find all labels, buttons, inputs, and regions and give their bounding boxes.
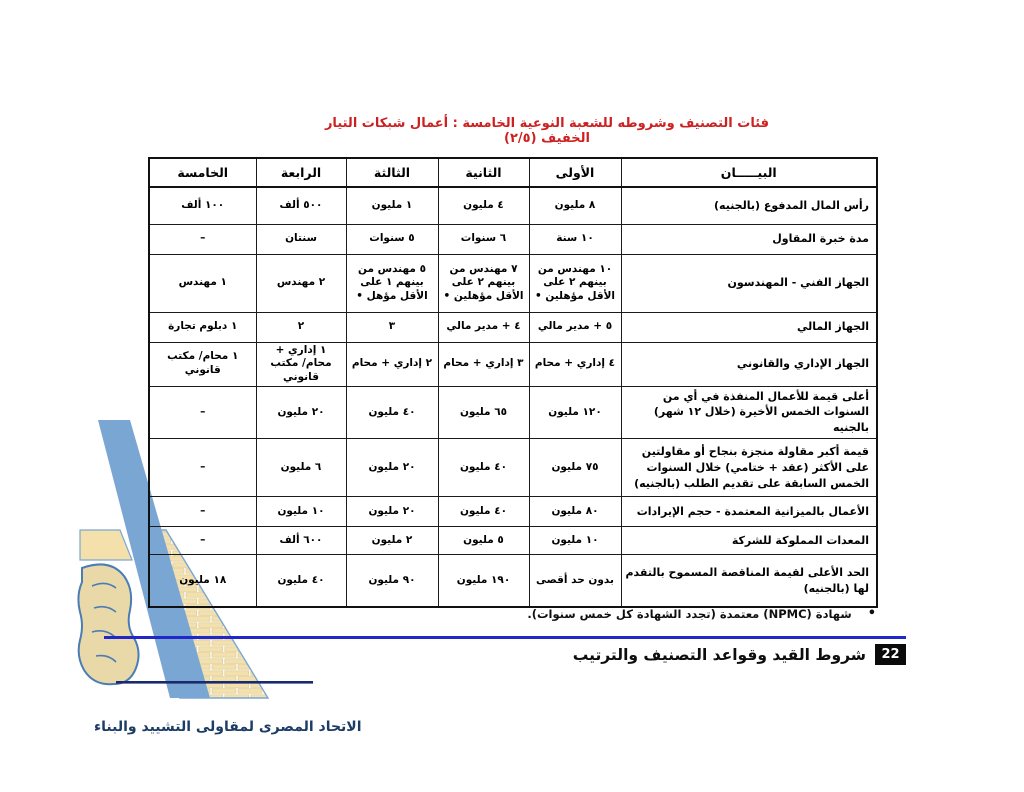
value-cell: ١٢٠ مليون [529, 386, 621, 439]
table-body [149, 187, 877, 607]
value-cell: ١٩٠ مليون [438, 555, 529, 607]
value-cell: ١٠ مليون [256, 497, 346, 527]
value-cell: ٧ مهندس من بينهم ٢ على الأقل مؤهلين • [438, 254, 529, 312]
value-cell: بدون حد أقصى [529, 555, 621, 607]
sphinx-face [78, 564, 138, 684]
column-header-category: الرابعة [256, 158, 346, 187]
value-cell: ١ مليون [346, 187, 438, 224]
value-cell: – [149, 439, 256, 497]
footnote-bullet-icon: • [867, 606, 876, 621]
table-row [149, 254, 877, 312]
row-label-cell: المعدات المملوكة للشركة [621, 527, 877, 555]
footnote-text: شهادة (NPMC) معتمدة (تجدد الشهادة كل خمس سنوات). [527, 606, 852, 621]
table-row [149, 497, 877, 527]
value-cell: سنتان [256, 224, 346, 254]
value-cell: ١٠ مهندس من بينهم ٢ على الأقل مؤهلين • [529, 254, 621, 312]
value-cell: ٥ سنوات [346, 224, 438, 254]
value-cell: ٥ مهندس من بينهم ١ على الأقل مؤهل • [346, 254, 438, 312]
column-header-category: الثالثة [346, 158, 438, 187]
document-title: فئات التصنيف وشروطه للشعبة النوعية الخامسة : أعمال شبكات التيار الخفيف (٢/٥) [324, 116, 770, 146]
value-cell: ٤ إداري + محام [529, 342, 621, 386]
footnote [527, 606, 876, 621]
value-cell: ٤٠ مليون [438, 497, 529, 527]
value-cell: ٢ [256, 312, 346, 342]
table-row [149, 527, 877, 555]
table-row [149, 224, 877, 254]
classification-table [148, 157, 878, 608]
value-cell: ١٠ سنة [529, 224, 621, 254]
value-cell: ٦٠٠ ألف [256, 527, 346, 555]
column-header-category: الخامسة [149, 158, 256, 187]
page-number-badge: 22 [875, 644, 906, 665]
value-cell: ١ محام/ مكتب قانوني [149, 342, 256, 386]
value-cell: ٢٠ مليون [346, 497, 438, 527]
value-cell: ٦ مليون [256, 439, 346, 497]
row-label-cell: الجهاز المالي [621, 312, 877, 342]
value-cell: – [149, 527, 256, 555]
value-cell: ٤ + مدير مالي [438, 312, 529, 342]
table-row [149, 312, 877, 342]
value-cell: ٨ مليون [529, 187, 621, 224]
value-cell: ٨٠ مليون [529, 497, 621, 527]
value-cell: ١٨ مليون [149, 555, 256, 607]
value-cell: ٤٠ مليون [438, 439, 529, 497]
value-cell: – [149, 386, 256, 439]
value-cell: ٣ إداري + محام [438, 342, 529, 386]
value-cell: ٥ مليون [438, 527, 529, 555]
row-label-cell: الحد الأعلى لقيمة المناقصة المسموح بالتقدم لها (بالجنيه) [621, 555, 877, 607]
table-row [149, 187, 877, 224]
row-label-cell: أعلى قيمة للأعمال المنفذة في أي من السنوات الخمس الأخيرة (خلال ١٢ شهر) بالجنيه [621, 386, 877, 439]
section-heading [573, 644, 906, 665]
table-row [149, 342, 877, 386]
value-cell: ٣ [346, 312, 438, 342]
value-cell: ١٠٠ ألف [149, 187, 256, 224]
logo-base-line [116, 681, 313, 684]
value-cell: ٦٥ مليون [438, 386, 529, 439]
value-cell: – [149, 224, 256, 254]
value-cell: ٤٠ مليون [256, 555, 346, 607]
row-label-cell: رأس المال المدفوع (بالجنيه) [621, 187, 877, 224]
value-cell: ٢ مهندس [256, 254, 346, 312]
row-label-cell: الجهاز الإداري والقانوني [621, 342, 877, 386]
value-cell: ٤٠ مليون [346, 386, 438, 439]
footer-brand: الاتحاد المصرى لمقاولى التشييد والبناء [94, 719, 362, 735]
value-cell: ٥ + مدير مالي [529, 312, 621, 342]
value-cell: ٦ سنوات [438, 224, 529, 254]
table-row [149, 439, 877, 497]
row-label-cell: قيمة أكبر مقاولة منجزة بنجاح أو مقاولتين على الأكثر (عقد + ختامي) خلال السنوات الخمس السابقة على تقديم الطلب (بالجنيه) [621, 439, 877, 497]
value-cell: ١ إداري + محام/ مكتب قانوني [256, 342, 346, 386]
value-cell: ٢٠ مليون [346, 439, 438, 497]
value-cell: ٢٠ مليون [256, 386, 346, 439]
value-cell: ٧٥ مليون [529, 439, 621, 497]
sphinx-headdress [80, 530, 132, 560]
row-label-cell: الجهاز الفني - المهندسون [621, 254, 877, 312]
value-cell: ١٠ مليون [529, 527, 621, 555]
table-header [149, 158, 877, 187]
column-header-category: الأولى [529, 158, 621, 187]
value-cell: ١ مهندس [149, 254, 256, 312]
row-label-cell: مدة خبرة المقاول [621, 224, 877, 254]
row-label-cell: الأعمال بالميزانية المعتمدة - حجم الإيرادات [621, 497, 877, 527]
table-row [149, 555, 877, 607]
value-cell: ٩٠ مليون [346, 555, 438, 607]
header-row [149, 158, 877, 187]
column-header-category: الثانية [438, 158, 529, 187]
table-row [149, 386, 877, 439]
column-header-label: البيـــــان [621, 158, 877, 187]
value-cell: ٥٠٠ ألف [256, 187, 346, 224]
value-cell: ٢ إداري + محام [346, 342, 438, 386]
value-cell: – [149, 497, 256, 527]
classification-table-container [148, 157, 878, 608]
value-cell: ١ دبلوم تجارة [149, 312, 256, 342]
value-cell: ٤ مليون [438, 187, 529, 224]
value-cell: ٢ مليون [346, 527, 438, 555]
section-title: شروط القيد وقواعد التصنيف والترتيب [572, 645, 866, 664]
divider-line [104, 636, 906, 639]
